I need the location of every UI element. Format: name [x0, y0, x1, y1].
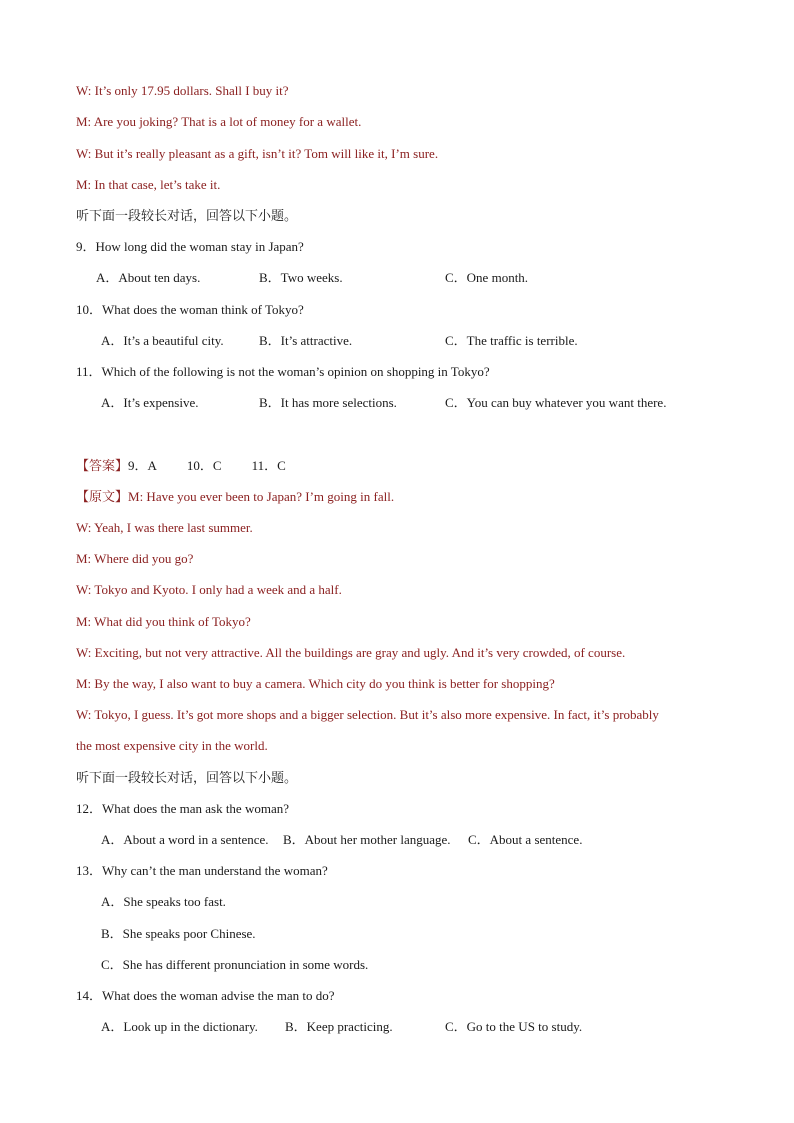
option-a: A．It’s expensive.	[101, 395, 199, 410]
option-c: C．About a sentence.	[468, 832, 583, 847]
dialog-line: M: Are you joking? That is a lot of money for a wallet.	[76, 114, 362, 129]
transcript-line: M: What did you think of Tokyo?	[76, 614, 251, 629]
option-a: A．It’s a beautiful city.	[101, 333, 224, 348]
option-c: C．Go to the US to study.	[445, 1019, 583, 1034]
option-b: B．It has more selections.	[259, 395, 397, 410]
option-c: C．You can buy whatever you want there.	[445, 395, 667, 410]
option-a: A．Look up in the dictionary.	[101, 1019, 258, 1034]
transcript-first-line	[76, 489, 394, 505]
transcript-line: W: Tokyo and Kyoto. I only had a week and a half.	[76, 582, 342, 597]
dialog-line: W: But it’s really pleasant as a gift, isn’t it? Tom will like it, I’m sure.	[76, 146, 439, 161]
option-c: C．She has different pronunciation in some words.	[101, 957, 369, 972]
option-b: B．Keep practicing.	[285, 1019, 393, 1034]
question-14: 14．What does the woman advise the man to do?	[76, 988, 335, 1003]
transcript-line: W: Yeah, I was there last summer.	[76, 520, 253, 535]
dialog-line: M: In that case, let’s take it.	[76, 177, 221, 192]
question-11: 11．Which of the following is not the woman’s opinion on shopping in Tokyo?	[76, 364, 490, 379]
option-a: A．She speaks too fast.	[101, 894, 226, 909]
option-c: C．The traffic is terrible.	[445, 333, 578, 348]
transcript-line: W: Exciting, but not very attractive. All the buildings are gray and ugly. And it’s very crowded, of course.	[76, 645, 626, 660]
transcript-line: M: Have you ever been to Japan? I’m going in fall.	[128, 489, 395, 504]
question-12: 12．What does the man ask the woman?	[76, 801, 289, 816]
section-instruction: 听下面一段较长对话，回答以下小题。	[76, 770, 298, 785]
option-a: A．About a word in a sentence.	[101, 832, 269, 847]
question-10: 10．What does the woman think of Tokyo?	[76, 302, 304, 317]
transcript-line: the most expensive city in the world.	[76, 738, 268, 753]
question-9: 9．How long did the woman stay in Japan?	[76, 239, 304, 254]
answer-11: 11．C	[251, 458, 286, 473]
dialog-line: W: It’s only 17.95 dollars. Shall I buy it?	[76, 83, 289, 98]
option-c: C．One month.	[445, 270, 529, 285]
transcript-line: W: Tokyo, I guess. It’s got more shops and a bigger selection. But it’s also more expensive. In fact, it’s probably	[76, 707, 659, 722]
answer-row	[76, 458, 286, 474]
transcript-label: 【原文】	[76, 489, 129, 504]
option-a: A．About ten days.	[96, 270, 201, 285]
option-b: B．About her mother language.	[283, 832, 451, 847]
option-b: B．Two weeks.	[259, 270, 343, 285]
question-13: 13．Why can’t the man understand the woman?	[76, 863, 328, 878]
answer-10: 10．C	[186, 458, 222, 473]
transcript-line: M: Where did you go?	[76, 551, 194, 566]
option-b: B．She speaks poor Chinese.	[101, 926, 256, 941]
section-instruction: 听下面一段较长对话，回答以下小题。	[76, 208, 298, 223]
option-b: B．It’s attractive.	[259, 333, 353, 348]
answer-9: 9．A	[128, 458, 157, 473]
answer-label: 【答案】	[76, 458, 129, 473]
transcript-line: M: By the way, I also want to buy a camera. Which city do you think is better for shopping?	[76, 676, 555, 691]
